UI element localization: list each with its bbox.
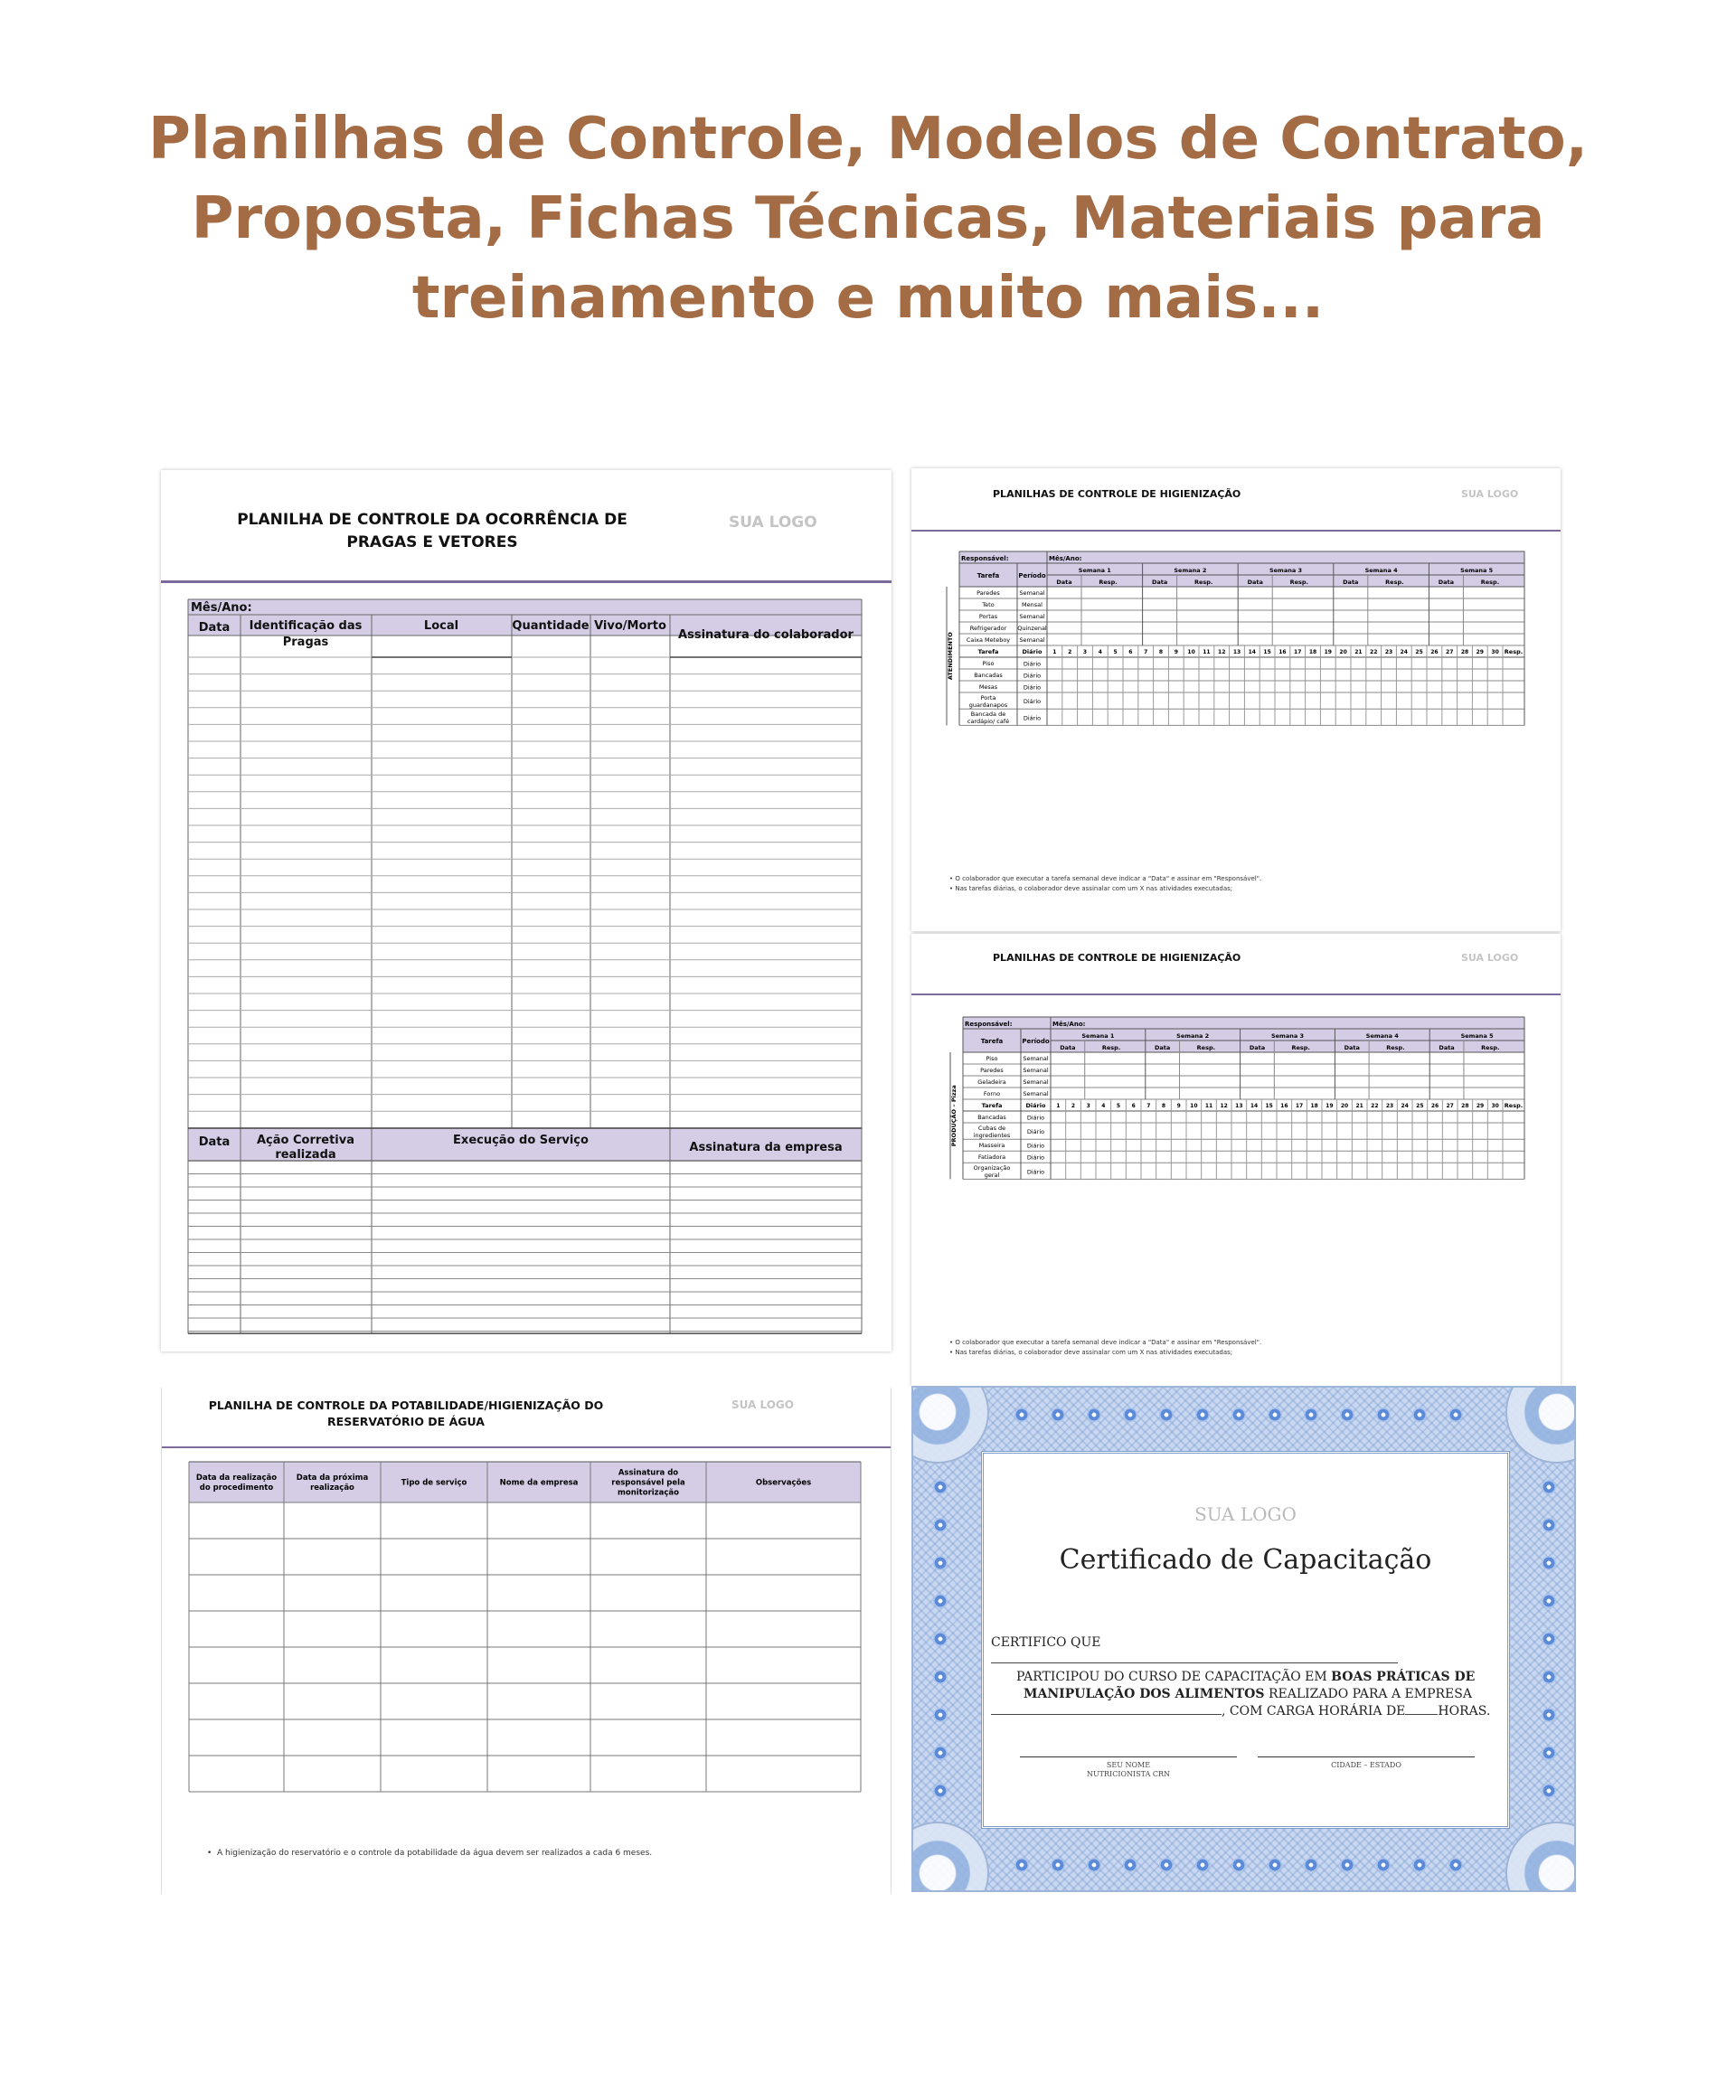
- hig-week-label: Semana 4: [1365, 1032, 1399, 1040]
- hig-tarefa-header: Tarefa: [976, 572, 1000, 579]
- hig-day-number: 23: [1384, 649, 1393, 655]
- ornament-dot: [1304, 1408, 1318, 1422]
- hig-day-number: 8: [1161, 1103, 1166, 1109]
- pragas-header2-assinatura: Assinatura da empresa: [689, 1141, 843, 1154]
- hig-data-label: Data: [1438, 579, 1455, 586]
- hig-day-number: 20: [1340, 1103, 1349, 1109]
- hig-day-number: 19: [1324, 649, 1332, 655]
- hig-resp-label: Resp.: [1194, 579, 1213, 586]
- hig-day-number: 4: [1101, 1103, 1106, 1109]
- hig-period-label: Diário: [1023, 672, 1042, 680]
- hig-day-number: 25: [1415, 649, 1423, 655]
- hig-resp-label: Resp.: [1481, 1044, 1500, 1051]
- hig-day-number: 2: [1068, 649, 1072, 655]
- hig-week-label: Semana 5: [1460, 567, 1494, 574]
- hig-day-number: 21: [1355, 1103, 1363, 1109]
- hig-day-number: 22: [1371, 1103, 1379, 1109]
- hig-daily-task-header: Tarefa: [977, 648, 999, 655]
- headline-line-3: treinamento e muito mais...: [411, 265, 1325, 332]
- hig-week-label: Semana 1: [1078, 567, 1111, 574]
- hig-resp-daily: Resp.: [1504, 648, 1524, 655]
- ornament-dot: [933, 1746, 948, 1760]
- hig-task-label: Mesas: [978, 683, 998, 691]
- hig-day-number: 14: [1248, 649, 1256, 655]
- hig-period-label: Semanal: [1023, 1090, 1049, 1097]
- hig-task-label: Bancadas: [977, 1114, 1006, 1121]
- ornament-dot: [1195, 1858, 1210, 1872]
- pragas-header-vivo-morto: Vivo/Morto: [594, 619, 666, 633]
- hig-resp-label: Resp.: [1101, 1044, 1121, 1051]
- headline-line-2: Proposta, Fichas Técnicas, Materiais para: [191, 185, 1545, 252]
- hig-task-label: Organização: [973, 1164, 1011, 1172]
- hig-period-label: Semanal: [1023, 1078, 1049, 1086]
- agua-header-label: responsável pela: [611, 1478, 685, 1488]
- hig-day-number: 19: [1326, 1103, 1334, 1109]
- ornament-dot: [1542, 1556, 1556, 1570]
- hig-week-label: Semana 4: [1364, 567, 1398, 574]
- pragas-header2-acao-1: Ação Corretiva: [256, 1134, 355, 1147]
- hig1-note-1: • O colaborador que executar a tarefa semanal deve indicar a "Data" e assinar em "Responsável".: [949, 875, 1262, 882]
- hig1-note-1-text: O colaborador que executar a tarefa semanal deve indicar a "Data" e assinar em "Responsável".: [955, 875, 1262, 882]
- hig-task-label: Fatiadora: [977, 1154, 1006, 1162]
- pragas-header-data: Data: [198, 621, 231, 635]
- hig-side-label: PRODUÇÃO – Pizza: [950, 1085, 958, 1147]
- hig-tarefa-header: Tarefa: [980, 1038, 1004, 1045]
- hig-data-label: Data: [1056, 579, 1072, 586]
- agua-header-label: Observações: [755, 1478, 812, 1488]
- pragas-logo: SUA LOGO: [729, 513, 817, 532]
- hig-week-label: Semana 2: [1176, 1032, 1210, 1040]
- hig-task-label: Paredes: [976, 589, 1000, 597]
- ornament-dot: [1448, 1858, 1463, 1872]
- hig-task-label: Geladeira: [977, 1078, 1006, 1086]
- pragas-month-label: Mês/Ano:: [191, 601, 252, 615]
- ornament-dot: [1087, 1858, 1101, 1872]
- hig-day-number: 21: [1354, 649, 1363, 655]
- ornament-dot: [1014, 1408, 1029, 1422]
- ornament-corner: [1505, 1386, 1576, 1464]
- hig-day-number: 17: [1294, 649, 1302, 655]
- hig-day-number: 29: [1476, 1103, 1485, 1109]
- hig-day-number: 24: [1401, 1103, 1409, 1109]
- agua-title-line-1: PLANILHA DE CONTROLE DA POTABILIDADE/HIGIENIZAÇÃO DO: [208, 1398, 604, 1412]
- hig-period-label: Diário: [1023, 660, 1042, 668]
- hig2-note-1-text: O colaborador que executar a tarefa semanal deve indicar a "Data" e assinar em "Responsável".: [955, 1339, 1262, 1346]
- hig-day-number: 24: [1400, 649, 1408, 655]
- pragas-header-quantidade: Quantidade: [512, 619, 590, 633]
- hig-day-number: 25: [1416, 1103, 1424, 1109]
- hig-period-label: Diário: [1023, 683, 1042, 692]
- agua-header-label: do procedimento: [199, 1483, 274, 1493]
- headline-line-1: Planilhas de Controle, Modelos de Contrato,: [147, 106, 1589, 173]
- ornament-dot: [933, 1670, 948, 1684]
- ornament-corner: [911, 1822, 989, 1892]
- pragas-header-identificacao-2: Pragas: [282, 636, 329, 649]
- hig-resp-daily: Resp.: [1504, 1102, 1524, 1109]
- hig1-logo: SUA LOGO: [1461, 488, 1519, 500]
- ornament-dot: [1412, 1858, 1427, 1872]
- hig-task-label: Paredes: [980, 1067, 1004, 1074]
- hig-data-label: Data: [1247, 579, 1263, 586]
- hig-period-label: Diário: [1026, 1168, 1045, 1176]
- hig-periodo-header: Período: [1022, 1038, 1050, 1045]
- hig-day-number: 5: [1113, 649, 1118, 655]
- hig-day-number: 30: [1491, 1103, 1499, 1109]
- hig-day-number: 15: [1263, 649, 1271, 655]
- ornament-dot: [1268, 1408, 1282, 1422]
- ornament-dot: [1304, 1858, 1318, 1872]
- hig-task-label: Piso: [986, 1055, 998, 1062]
- hig-day-number: 1: [1052, 649, 1057, 655]
- certificate-line-3: [991, 1686, 1500, 1703]
- hig-day-number: 11: [1203, 649, 1211, 655]
- hig-resp-label: Resp.: [1386, 1044, 1405, 1051]
- hig-task-label: cardápio/ café: [967, 718, 1010, 726]
- pragas-title-line-1: PLANILHA DE CONTROLE DA OCORRÊNCIA DE: [237, 511, 627, 529]
- hig-resp-label: Resp.: [1099, 579, 1118, 586]
- hig-period-label: Semanal: [1023, 1055, 1049, 1062]
- hig-day-number: 26: [1430, 1103, 1439, 1109]
- ornament-dot: [1231, 1408, 1246, 1422]
- hig-day-number: 3: [1082, 649, 1088, 655]
- agua-header-label: realização: [310, 1483, 354, 1493]
- agua-header-label: monitorização: [618, 1488, 679, 1498]
- hig-period-label: Diário: [1026, 1142, 1045, 1150]
- hig-day-number: 14: [1250, 1103, 1259, 1109]
- hig-daily-period-header: Diário: [1022, 648, 1043, 655]
- hig-day-number: 29: [1476, 649, 1484, 655]
- hig-day-number: 8: [1158, 649, 1164, 655]
- certificate-sig1-line-2: NUTRICIONISTA CRN: [1086, 1770, 1171, 1778]
- hig-day-number: 6: [1131, 1103, 1136, 1109]
- hig-day-number: 15: [1265, 1103, 1273, 1109]
- certificate-certifico: CERTIFICO QUE: [991, 1635, 1101, 1650]
- hig2-note-1: • O colaborador que executar a tarefa semanal deve indicar a "Data" e assinar em "Responsável".: [949, 1339, 1262, 1346]
- certificate-line-1: [991, 1634, 1500, 1669]
- hig-day-number: 13: [1232, 649, 1241, 655]
- hig1-table: [911, 468, 1561, 931]
- certificate: [911, 1386, 1576, 1892]
- hig-resp-label: Resp.: [1289, 579, 1308, 586]
- agua-note-text: A higienização do reservatório e o controle da potabilidade da água devem ser realizados a cada 6 meses.: [217, 1849, 653, 1858]
- ornament-dot: [1123, 1858, 1137, 1872]
- hig-day-number: 12: [1220, 1103, 1228, 1109]
- ornament-dot: [1087, 1408, 1101, 1422]
- hig-period-label: Diário: [1023, 714, 1042, 722]
- ornament-corner: [911, 1386, 989, 1464]
- hig-day-number: 20: [1339, 649, 1347, 655]
- certificate-body: [991, 1634, 1500, 1720]
- hig-resp-label: Resp.: [1196, 1044, 1216, 1051]
- hig-periodo-header: Período: [1018, 572, 1046, 579]
- hig-task-label: Caixa Meteboy: [966, 636, 1011, 644]
- hig-day-number: 1: [1056, 1103, 1061, 1109]
- ornament-dot: [1542, 1594, 1556, 1608]
- certificate-line-2: [991, 1669, 1500, 1686]
- ornament-dot: [933, 1518, 948, 1532]
- hig-task-label: Portas: [978, 613, 998, 620]
- hig-week-label: Semana 1: [1081, 1032, 1115, 1040]
- certificate-inner: [981, 1451, 1510, 1829]
- hig-task-label: Masseira: [978, 1142, 1005, 1150]
- hig-task-label: Bancada de: [970, 711, 1006, 719]
- hig-task-label: geral: [984, 1172, 1000, 1180]
- hig-period-label: Diário: [1026, 1154, 1045, 1162]
- ornament-dot: [1195, 1408, 1210, 1422]
- ornament-dot: [1014, 1858, 1029, 1872]
- hig2-logo: SUA LOGO: [1461, 952, 1519, 964]
- ornament-dot: [1340, 1858, 1354, 1872]
- certificate-sig1-line-1: SEU NOME: [1106, 1761, 1151, 1769]
- hig-task-label: Piso: [982, 660, 995, 667]
- hig-resp-label: Resp.: [1480, 579, 1500, 586]
- hig-period-label: Mensal: [1022, 601, 1043, 608]
- hig-side-label: ATENDIMENTO: [947, 632, 954, 681]
- hig-day-number: 27: [1446, 1103, 1454, 1109]
- higienizacao-atendimento-sheet: [911, 468, 1561, 931]
- pragas-header2-acao-2: realizada: [275, 1148, 336, 1162]
- pragas-header-local: Local: [423, 619, 459, 633]
- certificate-line-2-b: BOAS PRÁTICAS DE: [1331, 1670, 1476, 1684]
- hig-task-label: guardanapos: [968, 702, 1008, 709]
- ornament-dot: [1268, 1858, 1282, 1872]
- pragas-header2-data: Data: [198, 1135, 231, 1149]
- certificate-line-2-a: PARTICIPOU DO CURSO DE CAPACITAÇÃO EM: [1016, 1670, 1332, 1684]
- pragas-table: [161, 470, 892, 1351]
- ornament-dot: [1542, 1746, 1556, 1760]
- hig-day-number: 17: [1295, 1103, 1304, 1109]
- ornament-dot: [1376, 1858, 1391, 1872]
- hig-day-number: 2: [1071, 1103, 1076, 1109]
- hig-task-label: Cubas de: [977, 1125, 1006, 1132]
- hig-period-label: Diário: [1023, 698, 1042, 706]
- ornament-dot: [1159, 1408, 1174, 1422]
- hig-day-number: 6: [1128, 649, 1133, 655]
- pragas-header-assinatura: Assinatura do colaborador: [678, 628, 854, 642]
- certificate-title: Certificado de Capacitação: [1059, 1544, 1432, 1576]
- agua-header-label: Tipo de serviço: [401, 1478, 467, 1488]
- hig-day-number: 28: [1460, 649, 1469, 655]
- ornament-dot: [933, 1556, 948, 1570]
- hig2-note-2: • Nas tarefas diárias, o colaborador deve assinalar com um X nas atividades executadas;: [949, 1349, 1233, 1356]
- hig-day-number: 18: [1310, 1103, 1318, 1109]
- hig-day-number: 3: [1086, 1103, 1090, 1109]
- ornament-dot: [1376, 1408, 1391, 1422]
- hig-task-label: ingredientes: [973, 1132, 1011, 1139]
- ornament-dot: [1448, 1408, 1463, 1422]
- hig-daily-period-header: Diário: [1025, 1102, 1046, 1109]
- higienizacao-producao-sheet: [911, 934, 1561, 1386]
- hig-period-label: Semanal: [1023, 1067, 1049, 1074]
- hig-day-number: 26: [1430, 649, 1439, 655]
- pragas-title-line-2: PRAGAS E VETORES: [346, 533, 518, 551]
- ornament-dot: [933, 1784, 948, 1798]
- hig-day-number: 4: [1098, 649, 1102, 655]
- hig-week-label: Semana 3: [1270, 1032, 1305, 1040]
- certificate-sig2: CIDADE – ESTADO: [1331, 1761, 1401, 1769]
- agua-note: • A higienização do reservatório e o controle da potabilidade da água devem ser realizados a cada 6 meses.: [207, 1849, 653, 1858]
- hig-day-number: 30: [1491, 649, 1499, 655]
- hig-day-number: 22: [1370, 649, 1378, 655]
- ornament-dot: [933, 1708, 948, 1722]
- certificate-line-4-a: , COM CARGA HORÁRIA DE: [1222, 1704, 1406, 1719]
- agua-header-label: Nome da empresa: [499, 1478, 579, 1488]
- hig-task-label: Refrigerador: [969, 625, 1007, 632]
- hig-data-label: Data: [1151, 579, 1168, 586]
- certificate-line-3-b: REALIZADO PARA A EMPRESA: [1264, 1687, 1472, 1701]
- hig-day-number: 16: [1278, 649, 1287, 655]
- agua-table: [162, 1388, 892, 1894]
- hig-day-number: 7: [1144, 649, 1148, 655]
- ornament-dot: [933, 1594, 948, 1608]
- agua-header-label: Data da próxima: [296, 1474, 369, 1483]
- hig-resp-label: Resp.: [1291, 1044, 1310, 1051]
- hig-day-number: 13: [1235, 1103, 1243, 1109]
- hig-day-number: 7: [1146, 1103, 1151, 1109]
- hig2-table: [911, 934, 1561, 1386]
- hig-period-label: Diário: [1026, 1128, 1045, 1136]
- hig-resp-label: Resp.: [1385, 579, 1404, 586]
- hig-task-label: Porta: [980, 694, 996, 702]
- hig-data-label: Data: [1155, 1044, 1171, 1051]
- hig-daily-task-header: Tarefa: [981, 1102, 1003, 1109]
- certificate-line-4-b: HORAS.: [1438, 1704, 1491, 1719]
- certificate-signature-nutricionista: [1020, 1756, 1237, 1779]
- hig-period-label: Diário: [1026, 1114, 1045, 1122]
- reservatorio-agua-sheet: [161, 1388, 892, 1894]
- ornament-dot: [1542, 1784, 1556, 1798]
- ornament-dot: [1542, 1670, 1556, 1684]
- pragas-header2-execucao: Execução do Serviço: [453, 1134, 589, 1147]
- hig-day-number: 18: [1308, 649, 1317, 655]
- agua-header-label: Data da realização: [195, 1474, 278, 1483]
- ornament-corner: [1505, 1822, 1576, 1892]
- ornament-dot: [1159, 1858, 1174, 1872]
- ornament-dot: [1051, 1858, 1065, 1872]
- certificate-line-4: [991, 1703, 1500, 1720]
- hig-mes-ano: Mês/Ano:: [1049, 555, 1082, 562]
- hig2-note-2-text: Nas tarefas diárias, o colaborador deve assinalar com um X nas atividades executadas;: [955, 1349, 1233, 1356]
- certificate-signature-cidade: [1258, 1756, 1475, 1770]
- hig-period-label: Semanal: [1019, 636, 1045, 644]
- hig-day-number: 28: [1461, 1103, 1469, 1109]
- ornament-dot: [1412, 1408, 1427, 1422]
- ornament-dot: [1051, 1408, 1065, 1422]
- ornament-dot: [1542, 1480, 1556, 1494]
- hig-day-number: 16: [1280, 1103, 1288, 1109]
- hig-day-number: 5: [1116, 1103, 1121, 1109]
- hig-day-number: 23: [1385, 1103, 1394, 1109]
- hig-data-label: Data: [1249, 1044, 1266, 1051]
- hig-day-number: 10: [1190, 1103, 1198, 1109]
- hig-responsavel: Responsável:: [961, 555, 1009, 562]
- ornament-dot: [933, 1632, 948, 1646]
- hig-day-number: 12: [1218, 649, 1226, 655]
- certificate-logo: SUA LOGO: [1194, 1503, 1297, 1525]
- hig1-note-2-text: Nas tarefas diárias, o colaborador deve assinalar com um X nas atividades executadas;: [955, 885, 1233, 892]
- hig-task-label: Forno: [983, 1090, 1001, 1097]
- hig-day-number: 11: [1204, 1103, 1213, 1109]
- hig-day-number: 9: [1174, 649, 1178, 655]
- hig-period-label: Quinzenal: [1017, 625, 1047, 632]
- pragas-sheet: [161, 470, 892, 1351]
- hig-data-label: Data: [1343, 579, 1359, 586]
- ornament-dot: [1340, 1408, 1354, 1422]
- ornament-dot: [1542, 1708, 1556, 1722]
- hig-data-label: Data: [1060, 1044, 1076, 1051]
- hig-mes-ano: Mês/Ano:: [1052, 1021, 1086, 1028]
- ornament-dot: [1542, 1632, 1556, 1646]
- ornament-dot: [1231, 1858, 1246, 1872]
- ornament-dot: [933, 1480, 948, 1494]
- hig-data-label: Data: [1344, 1044, 1360, 1051]
- hig-day-number: 27: [1446, 649, 1454, 655]
- agua-title-line-2: RESERVATÓRIO DE ÁGUA: [327, 1415, 485, 1428]
- agua-header-label: Assinatura do: [618, 1468, 679, 1478]
- hig-day-number: 9: [1176, 1103, 1181, 1109]
- headline: [0, 99, 1736, 338]
- hig1-title: PLANILHAS DE CONTROLE DE HIGIENIZAÇÃO: [993, 488, 1241, 500]
- hig-task-label: Bancadas: [974, 672, 1003, 679]
- certificate-line-3-a: MANIPULAÇÃO DOS ALIMENTOS: [1024, 1687, 1265, 1701]
- hig-week-label: Semana 3: [1269, 567, 1303, 574]
- pragas-header-identificacao-1: Identificação das: [249, 619, 363, 633]
- hig-data-label: Data: [1439, 1044, 1455, 1051]
- hig-task-label: Teto: [982, 601, 995, 608]
- hig1-note-2: • Nas tarefas diárias, o colaborador deve assinalar com um X nas atividades executadas;: [949, 885, 1233, 892]
- ornament-dot: [1542, 1518, 1556, 1532]
- hig-period-label: Semanal: [1019, 613, 1045, 620]
- hig-week-label: Semana 5: [1460, 1032, 1494, 1040]
- hig-week-label: Semana 2: [1174, 567, 1207, 574]
- agua-logo: SUA LOGO: [731, 1398, 794, 1411]
- hig-responsavel: Responsável:: [965, 1021, 1013, 1028]
- hig2-title: PLANILHAS DE CONTROLE DE HIGIENIZAÇÃO: [993, 952, 1241, 964]
- ornament-dot: [1123, 1408, 1137, 1422]
- hig-day-number: 10: [1187, 649, 1195, 655]
- hig-period-label: Semanal: [1019, 589, 1045, 597]
